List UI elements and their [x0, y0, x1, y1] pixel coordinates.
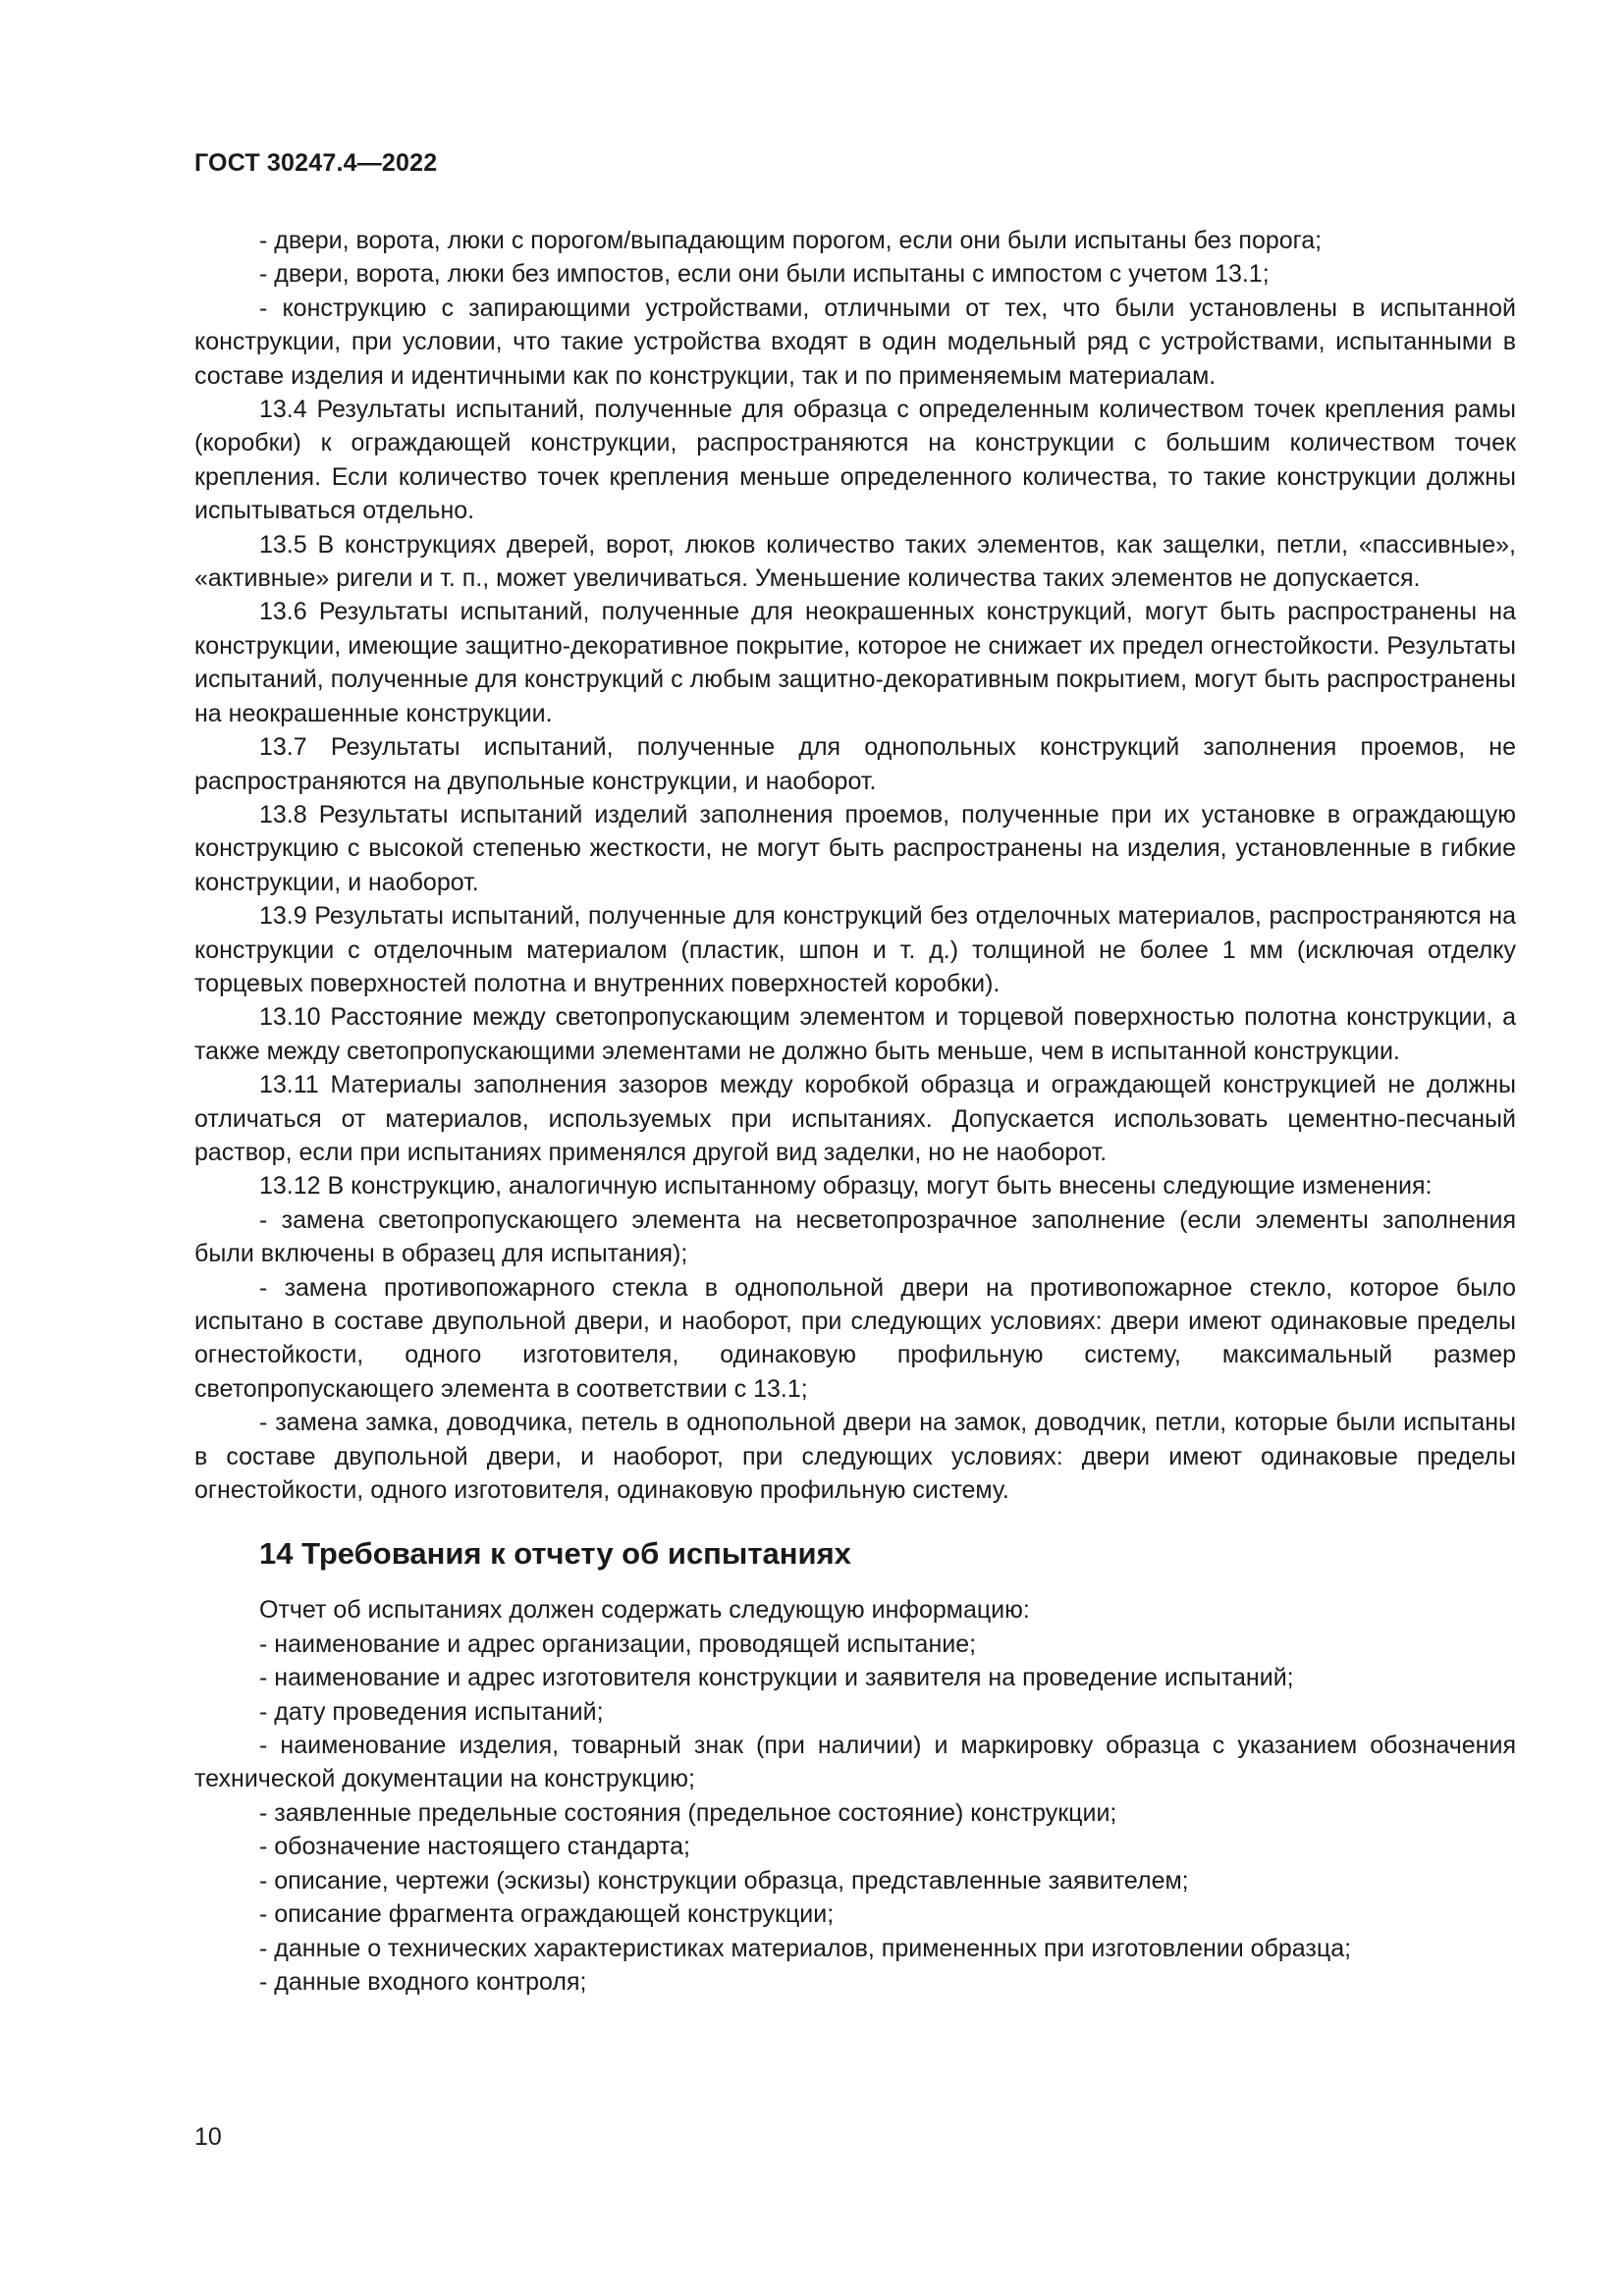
list-item: - описание, чертежи (эскизы) конструкции образца, представленные заявителем;	[259, 1866, 1189, 1895]
paragraph: - замена замка, доводчика, петель в однопольной двери на замок, доводчик, петли, которые были испытаны в составе двупольной двери, и наоборот, при следующих условиях: двери имеют одинаковые пределы огнестойкости, одного изготовителя, одинаковую профильную систему.	[194, 1409, 1516, 1505]
list-item: - заявленные предельные состояния (предельное состояние) конструкции;	[259, 1798, 1117, 1827]
paragraph-13-9: 13.9 Результаты испытаний, полученные для конструкций без отделочных материалов, распространяются на конструкции с отделочным материалом (пластик, шпон и т. д.) толщиной не более 1 мм (исключая отделку торцевых поверхностей полотна и внутренних поверхностей коробки).	[194, 902, 1516, 997]
paragraph: - замена противопожарного стекла в однопольной двери на противопожарное стекло, которое было испытано в составе двупольной двери, и наоборот, при следующих условиях: двери имеют одинаковые пределы огнестойкости, одного изготовителя, одинаковую профильную систему, максимальный размер светопропускающего элемента в соответствии с 13.1;	[194, 1273, 1516, 1403]
standard-code-header: ГОСТ 30247.4—2022	[194, 149, 438, 177]
paragraph-13-4: 13.4 Результаты испытаний, полученные для образца с определенным количеством точек крепления рамы (коробки) к ограждающей конструкции, распространяются на конструкции с большим количеством точек крепления. Если количество точек крепления меньше определенного количества, то такие конструкции должны испытываться отдельно.	[194, 396, 1516, 525]
paragraph-13-11: 13.11 Материалы заполнения зазоров между коробкой образца и ограждающей конструкцией не должны отличаться от материалов, используемых при испытаниях. Допускается использовать цементно-песчаный раствор, если при испытаниях применялся другой вид заделки, но не наоборот.	[194, 1071, 1516, 1166]
list-item: - данные о технических характеристиках материалов, примененных при изготовлении образца;	[259, 1934, 1352, 1962]
list-item: - обозначение настоящего стандарта;	[259, 1833, 690, 1861]
list-item: - наименование изделия, товарный знак (при наличии) и маркировку образца с указанием обозначения технической документации на конструкцию;	[194, 1732, 1516, 1793]
paragraph-13-10: 13.10 Расстояние между светопропускающим элементом и торцевой поверхностью полотна конструкции, а также между светопропускающими элементами не должно быть меньше, чем в испытанной конструкции.	[194, 1003, 1516, 1065]
paragraph-13-5: 13.5 В конструкциях дверей, ворот, люков количество таких элементов, как защелки, петли, «пассивные», «активные» ригели и т. п., может увеличиваться. Уменьшение количества таких элементов не допускается.	[194, 530, 1516, 593]
paragraph-13-12: 13.12 В конструкцию, аналогичную испытанному образцу, могут быть внесены следующие изменения:	[259, 1172, 1433, 1201]
list-item: - наименование и адрес изготовителя конструкции и заявителя на проведение испытаний;	[259, 1664, 1294, 1692]
paragraph-13-7: 13.7 Результаты испытаний, полученные для однопольных конструкций заполнения проемов, не распространяются на двупольные конструкции, и наоборот.	[194, 733, 1516, 795]
page-number: 10	[194, 2123, 222, 2151]
list-item: - данные входного контроля;	[259, 1967, 587, 1996]
paragraph: Отчет об испытаниях должен содержать следующую информацию:	[259, 1596, 1030, 1625]
paragraph: - замена светопропускающего элемента на несветопрозрачное заполнение (если элементы заполнения были включены в образец для испытания);	[194, 1205, 1516, 1268]
document-body	[194, 224, 1516, 1999]
paragraph: - двери, ворота, люки без импостов, если они были испытаны с импостом с учетом 13.1;	[259, 260, 1270, 289]
paragraph: - конструкцию с запирающими устройствами, отличными от тех, что были установлены в испытанной конструкции, при условии, что такие устройства входят в один модельный ряд с устройствами, испытанными в составе изделия и идентичными как по конструкции, так и по применяемым материалам.	[194, 294, 1516, 390]
list-item: - описание фрагмента ограждающей конструкции;	[259, 1900, 835, 1929]
paragraph-13-8: 13.8 Результаты испытаний изделий заполнения проемов, полученные при их установке в ограждающую конструкцию с высокой степенью жесткости, не могут быть распространены на изделия, установленные в гибкие конструкции, и наоборот.	[194, 800, 1516, 896]
section-14-heading: 14 Требования к отчету об испытаниях	[259, 1536, 851, 1572]
list-item: - дату проведения испытаний;	[259, 1697, 604, 1726]
list-item: - наименование и адрес организации, проводящей испытание;	[259, 1629, 977, 1658]
paragraph: - двери, ворота, люки с порогом/выпадающим порогом, если они были испытаны без порога;	[259, 227, 1323, 254]
paragraph-13-6: 13.6 Результаты испытаний, полученные для неокрашенных конструкций, могут быть распространены на конструкции, имеющие защитно-декоративное покрытие, которое не снижает их предел огнестойкости. Результаты испытаний, полученные для конструкций с любым защитно-декоративным покрытием, могут быть распространены на неокрашенные конструкции.	[194, 598, 1516, 727]
